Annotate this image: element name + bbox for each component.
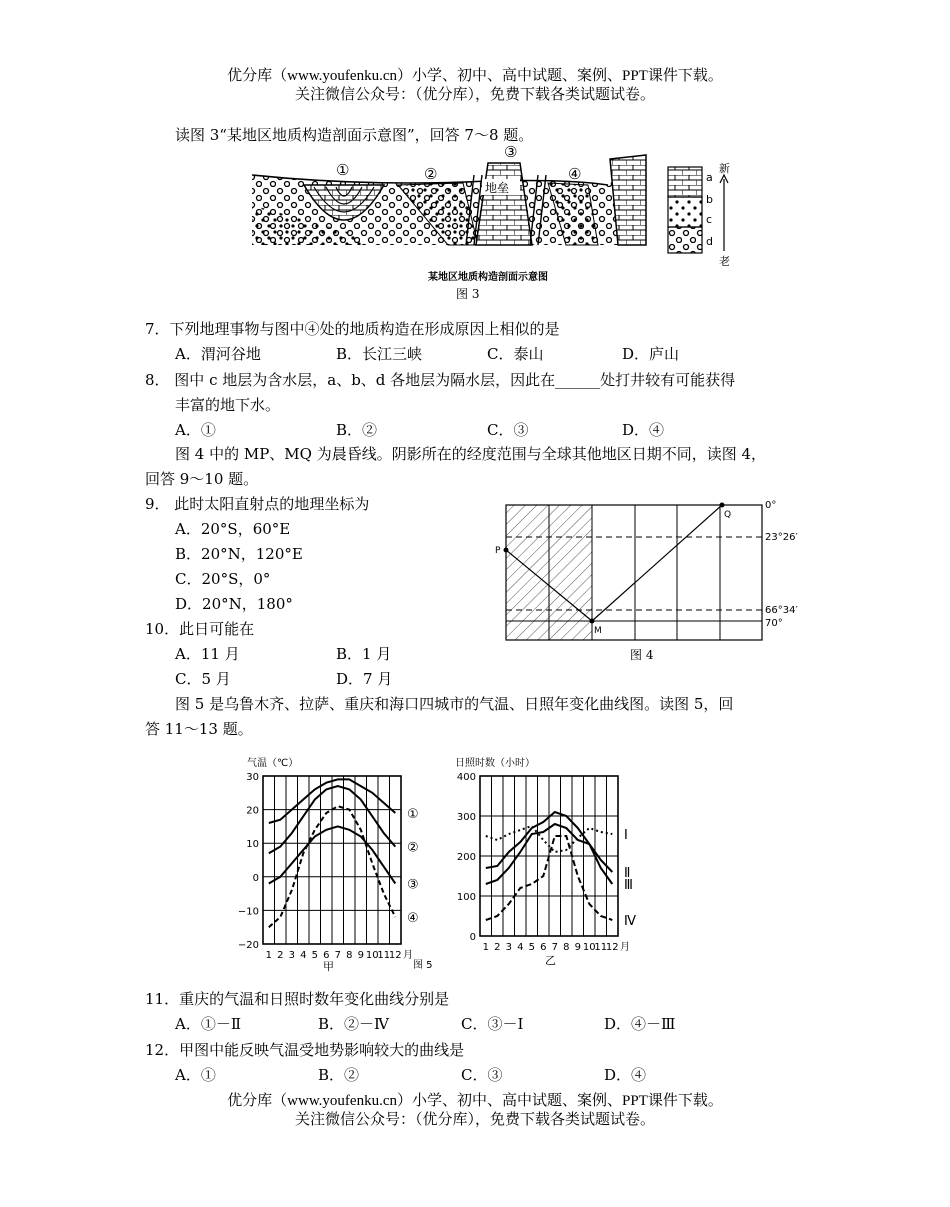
point-q: Q [724,510,732,520]
legend-old: 老 [719,255,730,268]
lat-66: 66°34′ [765,605,798,616]
q11-option-a[interactable]: A．①－Ⅱ [175,1015,242,1033]
sun-series-label-3: Ⅲ [624,878,633,893]
fig3-title: 某地区地质构造剖面示意图 [428,272,548,283]
terminator-mq [592,505,722,621]
temp-xtick: 1 [265,950,272,961]
point-p: P [495,546,501,556]
point-m: M [594,626,602,636]
figure-4-grid [490,495,810,645]
lat-70: 70° [765,618,783,629]
sun-ytick: 400 [456,772,476,783]
label-3: ③ [504,145,518,161]
temp-ylabel: 气温（℃） [247,758,299,769]
lat-23: 23°26′ [765,532,798,543]
temp-series-label-2: ② [407,840,419,856]
temp-ytick: 0 [252,872,259,884]
temp-xtick: 3 [288,950,295,961]
intro-fig4-1: 图 4 中的 MP、MQ 为晨昏线。阴影所在的经度范围与全球其他地区日期不同，读图 4， [175,445,767,463]
fig3-caption: 图 3 [456,287,480,301]
temp-xtick: 9 [357,950,364,961]
legend-a: a [706,171,713,184]
q10-option-c[interactable]: C．5 月 [175,670,231,688]
q10-option-d[interactable]: D．7 月 [336,670,393,688]
q11-option-d[interactable]: D．④－Ⅲ [604,1015,676,1033]
temp-ytick: −20 [237,940,259,951]
temp-ytick: 10 [246,839,259,851]
sun-xtick: 10 [582,942,596,953]
sun-ytick: 300 [456,812,476,823]
sun-xunit: 月 [620,942,630,953]
sun-ytick: 0 [469,932,476,943]
sun-ytick: 200 [456,852,476,863]
q9-option-a[interactable]: A．20°S，60°E [175,520,291,538]
label-2: ② [424,165,438,183]
q10-option-b[interactable]: B．1 月 [336,645,392,663]
q11-option-c[interactable]: C．③－Ⅰ [461,1015,524,1033]
temp-series-label-3: ③ [407,877,419,893]
q10-stem: 10．此日可能在 [145,620,255,638]
temp-series-label-4: ④ [407,911,419,927]
sun-xtick: 8 [563,942,570,953]
legend-new: 新 [719,162,730,175]
temp-xtick: 10 [365,950,379,961]
figure-5-charts [225,752,665,974]
intro-fig3: 读图 3“某地区地质构造剖面示意图”，回答 7～8 题。 [175,126,534,144]
sun-xtick: 5 [528,942,535,953]
q12-option-d[interactable]: D．④ [604,1066,647,1084]
sun-xtick: 4 [517,942,524,953]
legend-b: b [706,193,713,206]
temp-xtick: 7 [334,950,341,961]
sun-series-label-2: Ⅱ [624,866,631,881]
sunshine-chart [455,756,636,967]
footer-line-2: 关注微信公众号：（优分库），免费下载各类试题试卷。 [294,1112,655,1128]
q7-option-c[interactable]: C．泰山 [487,345,544,363]
q7-option-d[interactable]: D．庐山 [622,345,680,363]
footer-line-1: 优分库（www.youfenku.cn）小学、初中、高中试题、案例、PPT课件下载。 [227,1093,723,1109]
label-1: ① [336,161,350,179]
q8-option-c[interactable]: C．③ [487,421,529,439]
sun-xtick: 1 [482,942,489,953]
q9-option-b[interactable]: B．20°N，120°E [175,545,303,563]
label-4: ④ [568,165,582,183]
q9-option-d[interactable]: D．20°N，180° [175,595,293,613]
temp-ytick: 20 [246,805,259,817]
temp-xtick: 4 [300,950,307,961]
sun-ylabel: 日照时数（小时） [455,758,535,769]
figure-3-cross-section [248,145,738,285]
fig4-caption: 图 4 [630,648,654,662]
q12-option-c[interactable]: C．③ [461,1066,503,1084]
q11-option-b[interactable]: B．②－Ⅳ [318,1015,390,1033]
q8-option-d[interactable]: D．④ [622,421,665,439]
sun-xtick: 2 [494,942,501,953]
horst-label: 地垒 [485,181,510,195]
temp-ytick: −10 [237,906,259,918]
sun-series-label-4: Ⅳ [624,914,636,929]
horst-block [476,163,532,245]
temp-xunit: 月 [403,950,413,961]
q8-option-a[interactable]: A．① [175,421,216,439]
legend-d: d [706,235,713,248]
temp-xtick: 11 [377,950,391,961]
q10-option-a[interactable]: A．11 月 [175,645,240,663]
q7-option-a[interactable]: A．渭河谷地 [175,345,261,363]
sun-xtick: 7 [551,942,558,953]
stratum-legend [668,162,730,268]
sun-xtick: 3 [505,942,512,953]
q12-option-a[interactable]: A．① [175,1066,216,1084]
legend-c: c [706,213,713,226]
temp-chart-name: 甲 [323,960,334,973]
temp-ytick: 30 [246,772,259,783]
fig5-caption: 图 5 [413,960,433,971]
sun-xtick: 9 [574,942,581,953]
q8-stem-2: 丰富的地下水。 [175,396,281,414]
temp-xtick: 8 [346,950,353,961]
temp-xtick: 5 [311,950,318,961]
q8-option-b[interactable]: B．② [336,421,378,439]
intro-fig5-1: 图 5 是乌鲁木齐、拉萨、重庆和海口四城市的气温、日照年变化曲线图。读图 5，回 [175,695,734,713]
q7-option-b[interactable]: B．长江三峡 [336,345,423,363]
intro-fig4-2: 回答 9～10 题。 [145,470,259,488]
q12-option-b[interactable]: B．② [318,1066,360,1084]
q8-stem-1: 8． 图中 c 地层为含水层，a、b、d 各地层为隔水层，因此在______处打井较有可能获得 [145,371,736,389]
temperature-chart [238,757,433,973]
sun-xtick: 12 [605,942,619,953]
q11-stem: 11．重庆的气温和日照时数年变化曲线分别是 [145,990,450,1008]
header-line-2: 关注微信公众号：（优分库），免费下载各类试题试卷。 [294,87,655,103]
sun-xtick: 11 [594,942,608,953]
q9-stem: 9． 此时太阳直射点的地理坐标为 [145,495,370,513]
header-line-1: 优分库（www.youfenku.cn）小学、初中、高中试题、案例、PPT课件下载。 [227,68,723,84]
sun-xtick: 6 [540,942,547,953]
q12-stem: 12．甲图中能反映气温受地势影响较大的曲线是 [145,1041,465,1059]
intro-fig5-2: 答 11～13 题。 [145,720,253,738]
temp-xtick: 6 [323,950,330,961]
temp-series-label-1: ① [407,806,419,822]
lat-0: 0° [765,500,777,511]
q7-stem: 7．下列地理事物与图中④处的地质构造在形成原因上相似的是 [145,320,560,338]
temp-xtick: 12 [388,950,402,961]
q9-option-c[interactable]: C．20°S，0° [175,570,271,588]
sun-chart-name: 乙 [545,954,556,967]
sun-series-label-1: Ⅰ [624,828,628,843]
sun-ytick: 100 [456,892,476,903]
temp-xtick: 2 [277,950,284,961]
